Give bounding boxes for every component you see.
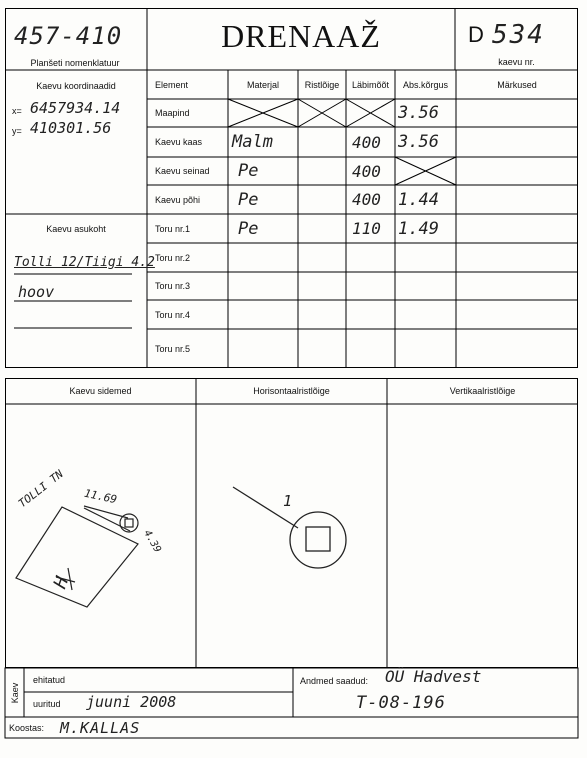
surveyed-value: juuni 2008 (86, 693, 177, 711)
row-element: Kaevu seinad (155, 166, 210, 176)
coord-y-value: 410301.56 (30, 119, 112, 137)
row-element: Toru nr.4 (155, 309, 191, 320)
row-abs: 3.56 (398, 103, 439, 123)
author-value: M.KALLAS (60, 719, 141, 737)
source-code: T-08-196 (356, 693, 446, 713)
row-labimoot: 400 (352, 161, 381, 181)
col-header-element: Element (155, 79, 189, 90)
row-element: Toru nr.5 (155, 343, 191, 354)
row-element: Toru nr.1 (155, 223, 191, 234)
built-label: ehitatud (33, 675, 66, 685)
location-label: Kaevu asukoht (46, 224, 106, 234)
source-label: Andmed saadud: (300, 676, 369, 686)
row-element: Kaevu kaas (155, 137, 203, 147)
page-title: DRENAAŽ (221, 18, 381, 54)
col-header-ristloige: Ristlõige (304, 79, 340, 90)
dimension-label: 11.69 (83, 486, 119, 507)
row-abs: 3.56 (398, 132, 439, 152)
panel-title-connections: Kaevu sidemed (69, 386, 132, 396)
source-value: OÜ Hadvest (385, 667, 482, 686)
row-abs: 1.49 (398, 218, 439, 239)
footer-side-label: Kaev (10, 682, 20, 704)
col-header-markused: Märkused (497, 79, 537, 90)
row-materjal: Pe (238, 161, 259, 181)
panel-title-horizontal: Horisontaalristlõige (253, 386, 330, 396)
location-line-1: Tolli 12/Tiigi 4.2 (14, 255, 155, 270)
col-header-abs: Abs.kõrgus (402, 79, 449, 90)
row-labimoot: 400 (352, 190, 381, 209)
row-labimoot: 400 (352, 132, 381, 152)
coordinates-label: Kaevu koordinaadid (36, 81, 116, 91)
row-materjal: Malm (232, 132, 273, 152)
col-header-materjal: Materjal (246, 79, 279, 90)
pipe-number: 1 (283, 492, 293, 510)
row-labimoot: 110 (352, 219, 381, 238)
row-element: Toru nr.3 (155, 281, 191, 291)
surveyed-label: uuritud (33, 699, 61, 709)
sheet-label: Planšeti nomenklatuur (30, 58, 120, 68)
row-element: Maapind (155, 108, 190, 118)
row-materjal: Pe (238, 218, 259, 239)
coord-x-prefix: x= (12, 106, 22, 116)
offset-label: 4.39 (141, 528, 163, 555)
coord-y-prefix: y= (12, 126, 22, 136)
location-line-2: hoov (18, 283, 55, 301)
well-nr-label: kaevu nr. (498, 57, 535, 67)
panel-title-vertical: Vertikaalristlõige (449, 386, 516, 396)
author-label: Koostas: (9, 723, 45, 733)
building-letter: H (49, 573, 74, 592)
row-materjal: Pe (238, 189, 259, 210)
col-header-labimoot: Läbimõõt (351, 79, 390, 90)
well-id-prefix: D (468, 22, 484, 47)
well-id-number: 534 (492, 20, 545, 50)
street-label: TOLLI TN (16, 467, 66, 511)
sheet-number: 457-410 (14, 22, 123, 50)
row-element: Kaevu põhi (155, 194, 201, 205)
row-abs: 1.44 (398, 189, 439, 210)
row-element: Toru nr.2 (155, 252, 191, 263)
coord-x-value: 6457934.14 (30, 99, 121, 117)
